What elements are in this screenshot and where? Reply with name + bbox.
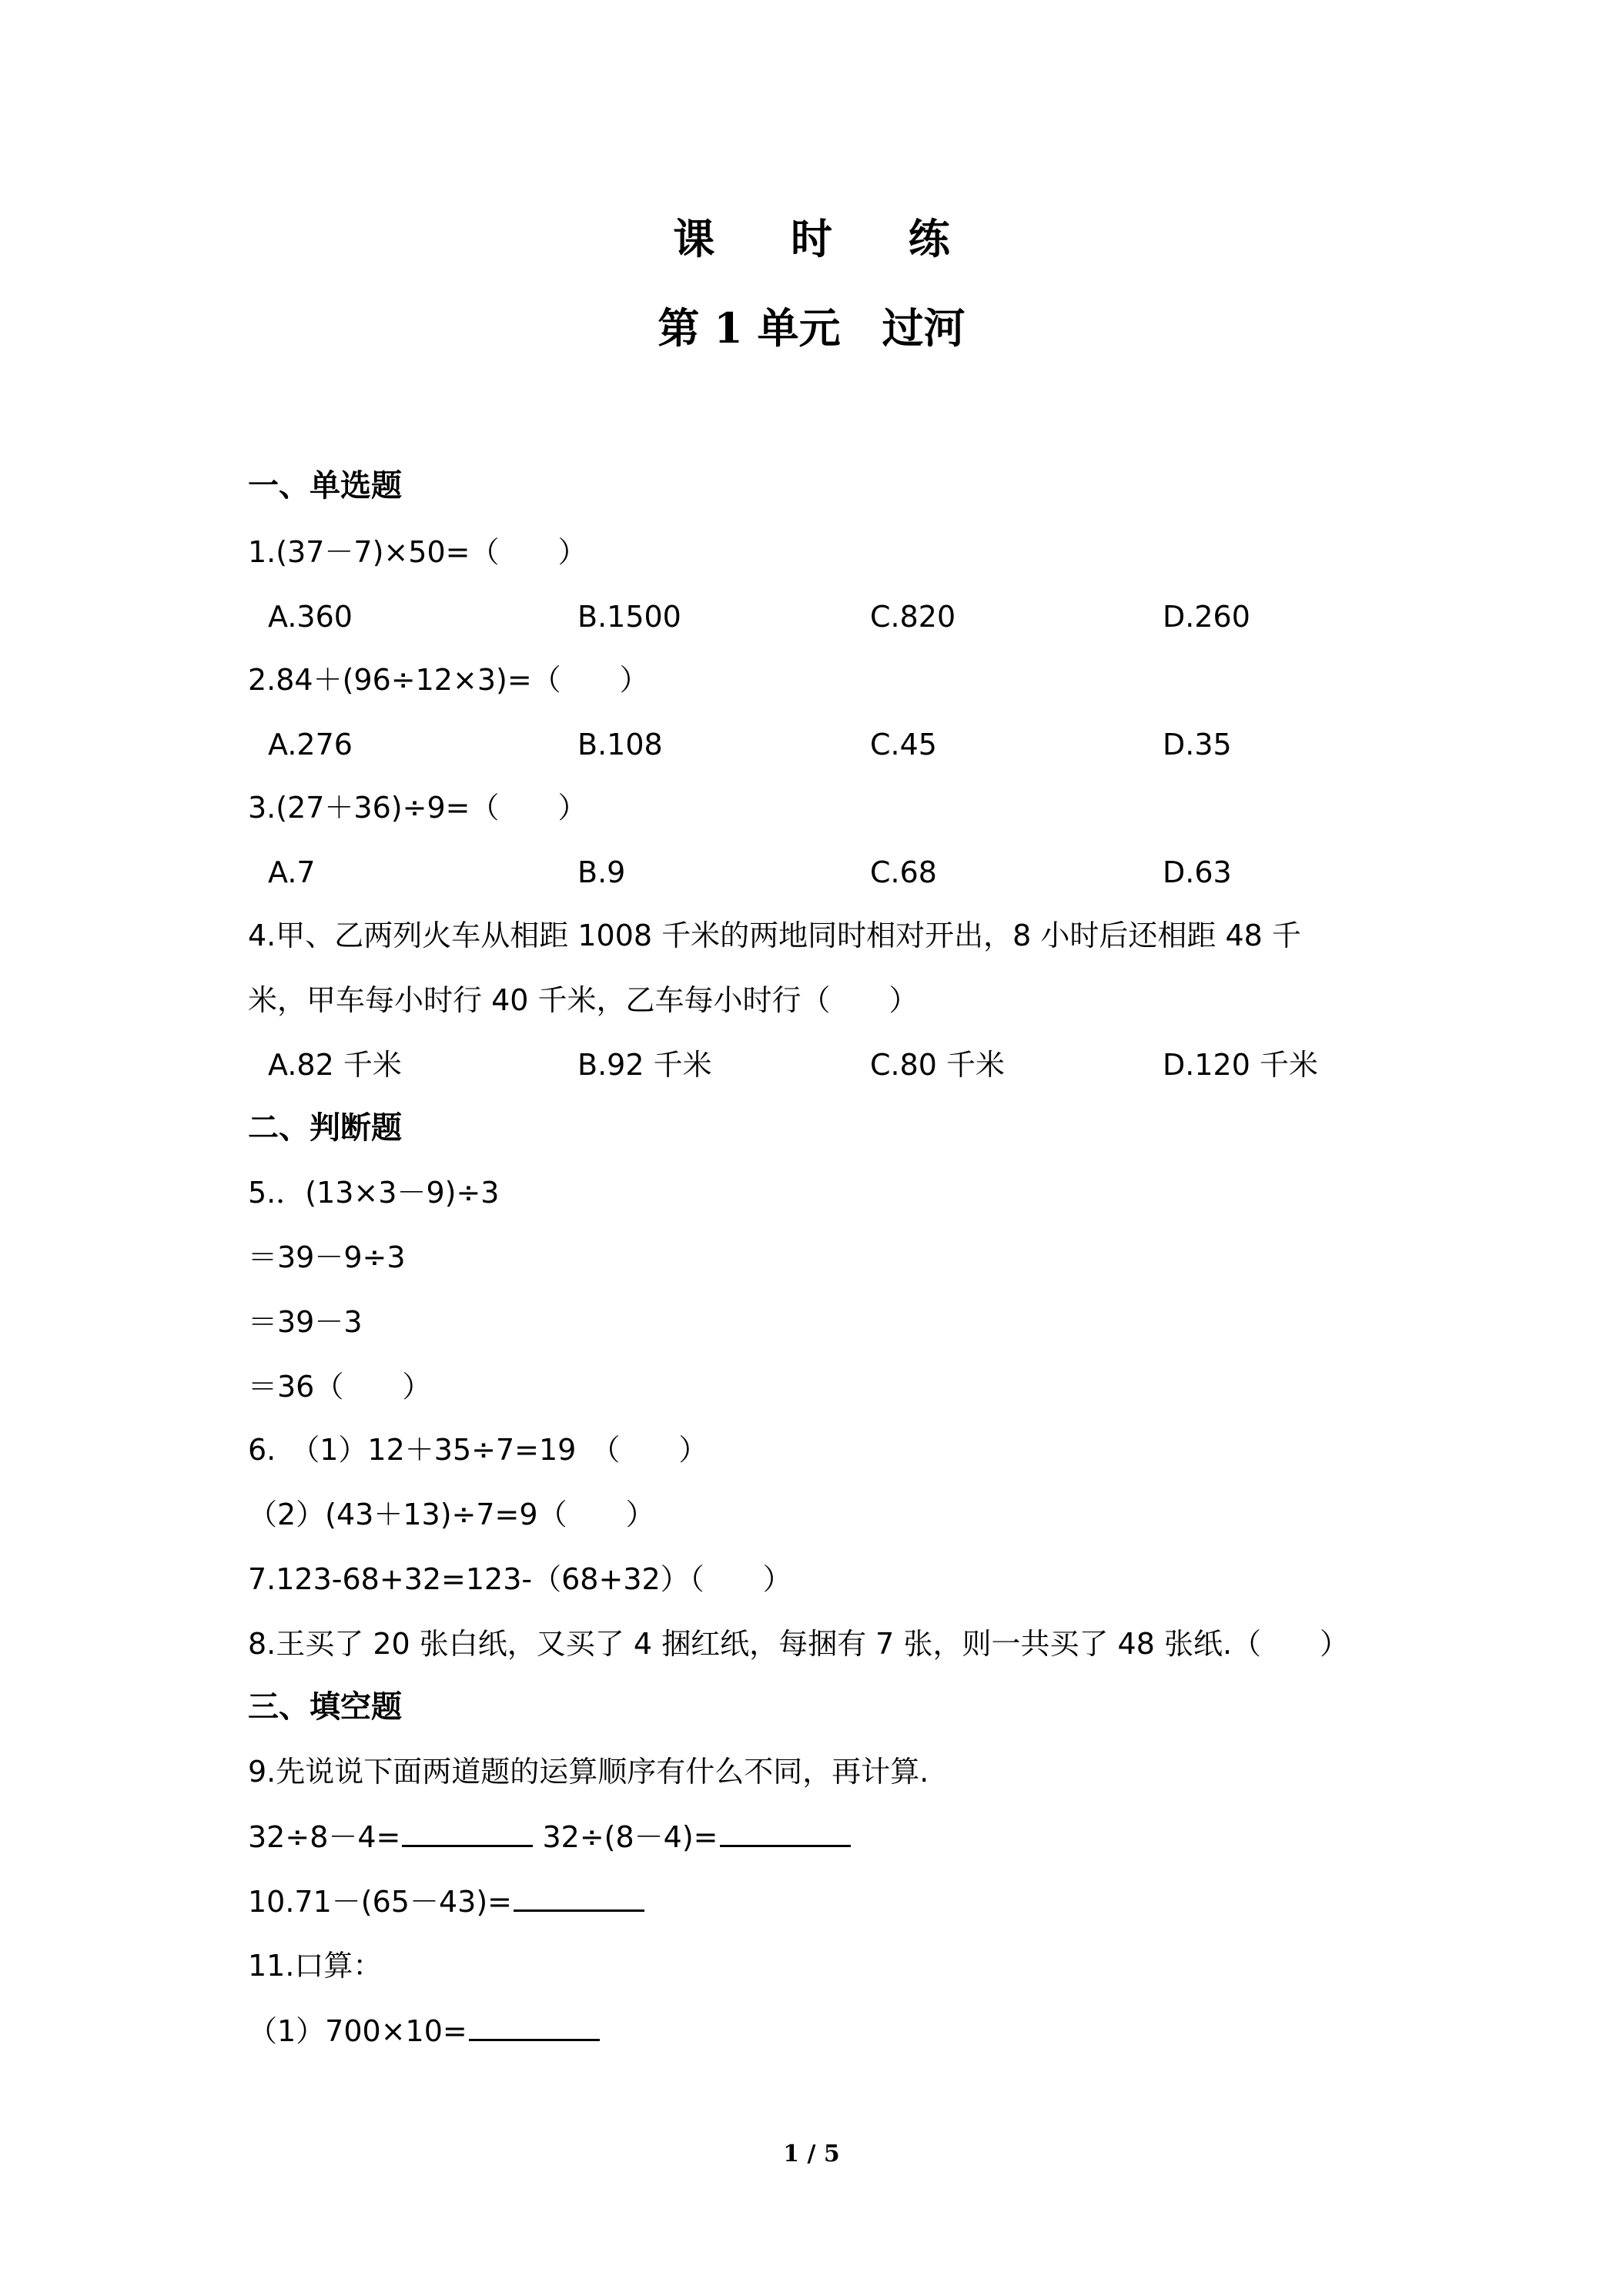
question-11-part1-text: （1）700×10= (248, 2014, 467, 2048)
question-3-option-c[interactable]: C.68 (870, 855, 937, 889)
question-5-line4: ＝36（ ） (248, 1370, 432, 1404)
question-3-stem: 3.(27＋36)÷9=（ ） (248, 791, 587, 825)
question-8: 8.王买了 20 张白纸，又买了 4 捆红纸，每捆有 7 张，则一共买了 48 张纸.（ ） (248, 1627, 1350, 1661)
question-3-option-b[interactable]: B.9 (577, 855, 626, 889)
question-10-text: 10.71－(65－43)= (248, 1885, 512, 1919)
question-1-option-d[interactable]: D.260 (1163, 600, 1250, 634)
answer-blank[interactable] (720, 1817, 851, 1847)
answer-blank[interactable] (469, 2011, 600, 2041)
question-4-stem-line1: 4.甲、乙两列火车从相距 1008 千米的两地同时相对开出，8 小时后还相距 48 千 (248, 919, 1301, 952)
page-title: 课 时 练 (673, 214, 981, 263)
section-heading-true-false: 二、判断题 (248, 1110, 402, 1146)
question-3-option-a[interactable]: A.7 (268, 855, 316, 889)
question-4-option-a[interactable]: A.82 千米 (268, 1048, 402, 1082)
question-9-stem: 9.先说说下面两道题的运算顺序有什么不同，再计算. (248, 1755, 929, 1789)
question-2-stem: 2.84＋(96÷12×3)=（ ） (248, 663, 649, 697)
question-1-option-c[interactable]: C.820 (870, 600, 956, 634)
answer-blank[interactable] (402, 1817, 533, 1847)
section-heading-fill-blank: 三、填空题 (248, 1689, 402, 1725)
page-number: 1 / 5 (783, 2140, 840, 2167)
question-2-option-a[interactable]: A.276 (268, 728, 353, 761)
question-10 (248, 1882, 644, 1921)
question-1-option-b[interactable]: B.1500 (577, 600, 681, 634)
question-6-part2: （2）(43＋13)÷7=9（ ） (248, 1498, 655, 1531)
question-2-option-d[interactable]: D.35 (1163, 728, 1232, 761)
section-heading-single-choice: 一、单选题 (248, 468, 402, 504)
question-1-stem: 1.(37－7)×50=（ ） (248, 535, 587, 569)
question-5-line2: ＝39－9÷3 (248, 1240, 406, 1274)
question-3-option-d[interactable]: D.63 (1163, 855, 1232, 889)
answer-blank[interactable] (514, 1882, 644, 1912)
question-9-part2: 32÷(8－4)= (542, 1820, 718, 1854)
page-subtitle: 第 1 单元 过河 (658, 303, 965, 353)
question-1-option-a[interactable]: A.360 (268, 600, 353, 634)
question-2-option-b[interactable]: B.108 (577, 728, 663, 761)
question-4-stem-line2: 米，甲车每小时行 40 千米，乙车每小时行（ ） (248, 983, 919, 1017)
question-4-option-d[interactable]: D.120 千米 (1163, 1048, 1318, 1082)
question-9-part1: 32÷8－4= (248, 1820, 401, 1854)
question-4-option-b[interactable]: B.92 千米 (577, 1048, 712, 1082)
question-7: 7.123-68+32=123-（68+32）（ ） (248, 1562, 792, 1596)
question-6-part1: 6. （1）12＋35÷7=19 （ ） (248, 1433, 708, 1467)
question-5-line3: ＝39－3 (248, 1305, 363, 1339)
question-2-option-c[interactable]: C.45 (870, 728, 937, 761)
question-9-parts (248, 1817, 851, 1856)
question-5-line1: 5.．(13×3－9)÷3 (248, 1176, 500, 1210)
question-4-option-c[interactable]: C.80 千米 (870, 1048, 1006, 1082)
question-11-stem: 11.口算： (248, 1949, 383, 1983)
question-11-part1 (248, 2011, 600, 2050)
